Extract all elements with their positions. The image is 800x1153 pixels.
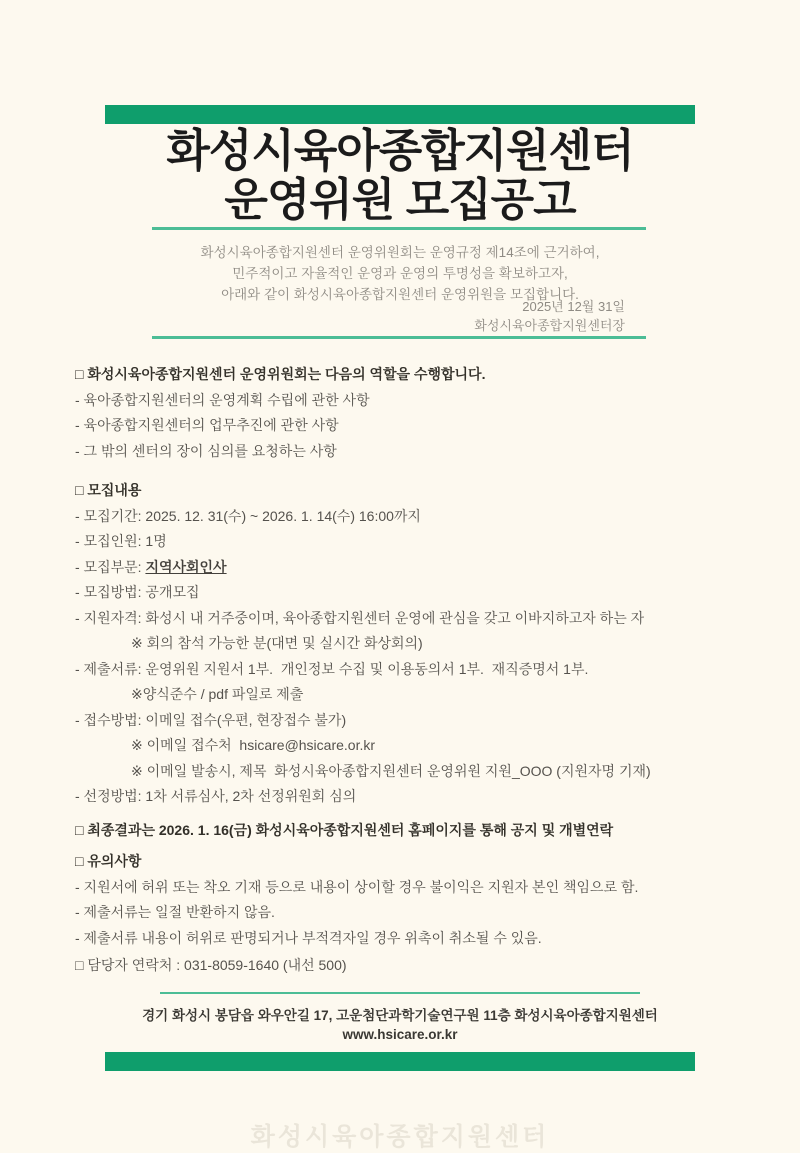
recruit-department-line (75, 555, 745, 581)
footer-address: 경기 화성시 봉담읍 와우안길 17, 고운첨단과학기술연구원 11층 화성시육아종합지원센터 (142, 1008, 658, 1023)
result-notice: □ 최종결과는 2026. 1. 16(금) 화성시육아종합지원센터 홈페이지를 통해 공지 및 개별연락 (75, 821, 614, 838)
footer (0, 1006, 800, 1044)
notes-item: - 지원서에 허위 또는 착오 기재 등으로 내용이 상이할 경우 불이익은 지원자 본인 책임으로 함. (75, 878, 639, 895)
poster-title-line2: 운영위원 모집공고 (224, 174, 576, 225)
footer-website: www.hsicare.or.kr (342, 1027, 458, 1042)
roles-item: - 육아종합지원센터의 업무추진에 관한 사항 (75, 417, 339, 433)
poster-body (75, 362, 745, 979)
roles-item: - 육아종합지원센터의 운영계획 수립에 관한 사항 (75, 391, 370, 408)
intro-line: 화성시육아종합지원센터 운영위원회는 운영규정 제14조에 근거하여, (200, 245, 600, 260)
poster-title (0, 126, 800, 224)
contact-line: □ 담당자 연락처 : 031-8059-1640 (내선 500) (75, 957, 347, 973)
bottom-accent-bar (105, 1052, 695, 1071)
intro-paragraph (0, 242, 800, 305)
recruit-documents-line: - 제출서류: 운영위원 지원서 1부. 개인정보 수집 및 이용동의서 1부. 재직증명서 1부. (75, 660, 589, 677)
recruit-apply-line: - 접수방법: 이메일 접수(우편, 현장접수 불가) (75, 711, 347, 728)
recruit-heading: □ 모집내용 (75, 482, 142, 498)
recruit-department-prefix: - 모집부문: (75, 558, 146, 575)
recruit-selection-line: - 선정방법: 1차 서류심사, 2차 선정위원회 심의 (75, 788, 357, 804)
recruit-department-value: 지역사회인사 (145, 558, 227, 575)
recruit-qualification-line: - 지원자격: 화성시 내 거주중이며, 육아종합지원센터 운영에 관심을 갖고 이바지하고자 하는 자 (75, 609, 645, 626)
announcement-signer: 화성시육아종합지원센터장 (474, 318, 625, 333)
recruit-documents-note: ※양식준수 / pdf 파일로 제출 (131, 686, 304, 702)
announcement-date: 2025년 12월 31일 (522, 299, 625, 314)
poster-title-line1: 화성시육아종합지원센터 (166, 125, 634, 176)
date-signature-block (474, 297, 625, 335)
recruit-apply-subject-note: ※ 이메일 발송시, 제목 화성시육아종합지원센터 운영위원 지원_OOO (지원자명 기재) (131, 762, 651, 779)
notes-heading: □ 유의사항 (75, 853, 142, 869)
roles-item: - 그 밖의 센터의 장이 심의를 요청하는 사항 (75, 442, 337, 459)
faint-cutoff-watermark: 화성시육아종합지원센터 (250, 1123, 550, 1151)
intro-line: 아래와 같이 화성시육아종합지원센터 운영위원을 모집합니다. (221, 287, 579, 302)
notes-item: - 제출서류 내용이 허위로 판명되거나 부적격자일 경우 위촉이 취소될 수 있음. (75, 929, 542, 946)
recruit-period-line: - 모집기간: 2025. 12. 31(수) ~ 2026. 1. 14(수) 16:00까지 (75, 507, 421, 524)
recruit-qualification-note: ※ 회의 참석 가능한 분(대면 및 실시간 화상회의) (131, 635, 423, 651)
recruit-apply-email-note: ※ 이메일 접수처 hsicare@hsicare.or.kr (131, 737, 376, 753)
intro-line: 민주적이고 자율적인 운영과 운영의 투명성을 확보하고자, (232, 266, 568, 281)
notes-item: - 제출서류는 일절 반환하지 않음. (75, 904, 275, 920)
title-divider (152, 227, 646, 230)
recruit-headcount-line: - 모집인원: 1명 (75, 533, 167, 549)
top-accent-bar (105, 105, 695, 124)
recruit-method-line: - 모집방법: 공개모집 (75, 584, 200, 600)
roles-heading: □ 화성시육아종합지원센터 운영위원회는 다음의 역할을 수행합니다. (75, 366, 486, 382)
header-bottom-divider (152, 336, 646, 339)
footer-divider (160, 992, 640, 994)
